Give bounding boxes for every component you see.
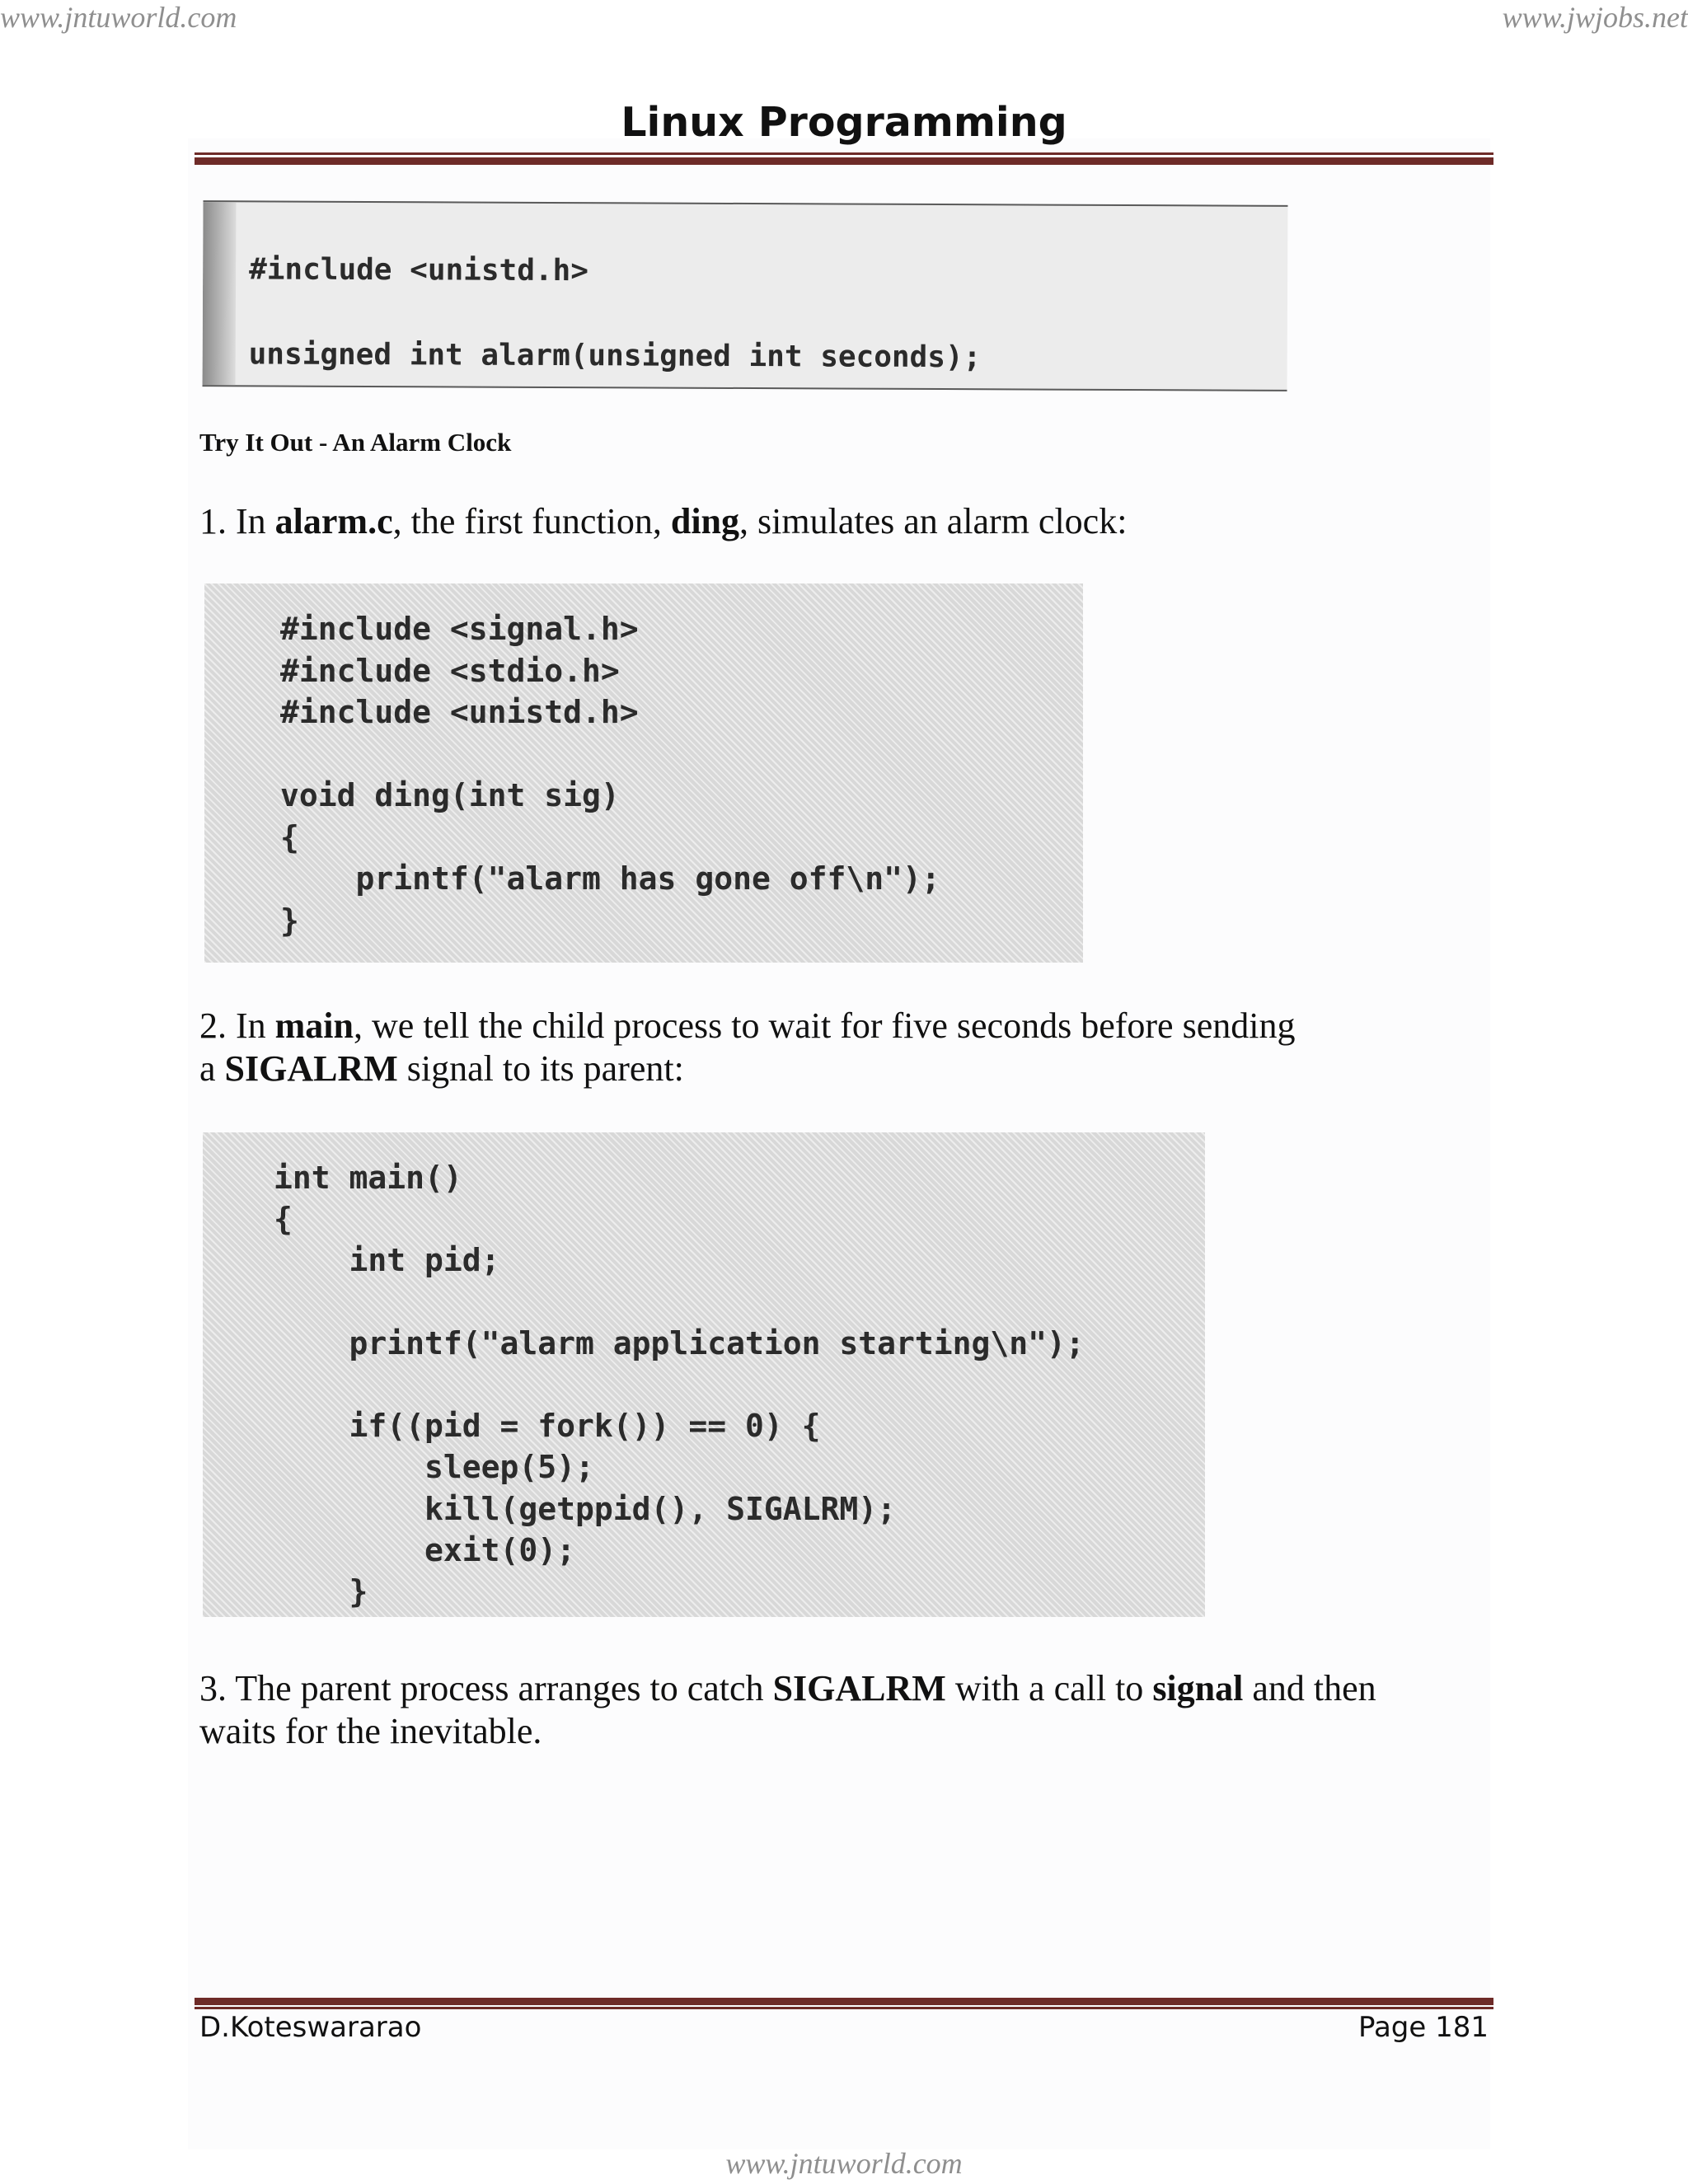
code-line xyxy=(274,1364,1205,1405)
step-3-text2: with a call to xyxy=(945,1668,1153,1708)
step-3-func: signal xyxy=(1152,1668,1244,1708)
code-block-ding xyxy=(204,583,1083,963)
code-line: #include <unistd.h> xyxy=(280,694,639,730)
code-line: printf("alarm application starting\n"); xyxy=(274,1324,1085,1361)
step-1-file: alarm.c xyxy=(274,501,393,541)
step-2-text1: , we tell the child process to wait for five seconds before sending xyxy=(354,1005,1296,1046)
step-2-text2b: signal to its parent: xyxy=(397,1048,684,1089)
code-line: kill(getppid(), SIGALRM); xyxy=(274,1490,896,1527)
header-rule-thick xyxy=(195,157,1493,165)
code-line: #include <signal.h> xyxy=(280,611,639,647)
section-heading: Try It Out - An Alarm Clock xyxy=(199,428,512,457)
code-line: #include <stdio.h> xyxy=(280,652,620,689)
page-header-title: Linux Programming xyxy=(621,99,1067,146)
code-line: } xyxy=(274,1573,368,1610)
code-line: { xyxy=(274,1201,293,1238)
step-3-text3: and then xyxy=(1243,1668,1376,1708)
code-line: int main() xyxy=(274,1160,462,1196)
code-line xyxy=(280,733,1083,776)
code-line: printf("alarm has gone off\n"); xyxy=(280,860,940,897)
code-line: void ding(int sig) xyxy=(280,777,620,813)
code-line: exit(0); xyxy=(274,1531,576,1568)
step-1-end: , simulates an alarm clock: xyxy=(739,501,1128,541)
step-3-signal: SIGALRM xyxy=(772,1668,946,1708)
code-line xyxy=(274,1282,1205,1323)
footer-rule-thick xyxy=(195,1998,1493,2005)
step-1-func: ding xyxy=(670,501,740,541)
step-3-text xyxy=(199,1667,1376,1753)
footer-rule-thin xyxy=(195,2007,1493,2009)
step-2-text2a: a xyxy=(199,1048,225,1089)
step-1-text xyxy=(199,500,1127,543)
code-line: } xyxy=(280,902,299,939)
watermark-top-right: www.jwjobs.net xyxy=(1502,1,1688,34)
footer-author: D.Koteswararao xyxy=(199,2011,422,2044)
step-2-number: 2. In xyxy=(199,1005,275,1046)
code-block-main xyxy=(203,1132,1205,1617)
code-line: if((pid = fork()) == 0) { xyxy=(274,1408,821,1445)
code-line: int pid; xyxy=(274,1242,500,1279)
code-block-alarm-prototype xyxy=(203,200,1288,391)
code-line: sleep(5); xyxy=(274,1449,594,1486)
step-2-signal: SIGALRM xyxy=(224,1048,398,1089)
step-3-text1: 3. The parent process arranges to catch xyxy=(199,1668,773,1708)
watermark-bottom: www.jntuworld.com xyxy=(725,2147,963,2180)
footer-page-number: Page 181 xyxy=(1357,2011,1489,2044)
step-2-main: main xyxy=(274,1005,354,1046)
step-3-line2: waits for the inevitable. xyxy=(199,1711,542,1751)
code-line: #include <unistd.h> xyxy=(249,252,589,288)
watermark-top-left: www.jntuworld.com xyxy=(0,1,237,34)
step-2-text xyxy=(199,1005,1295,1090)
scan-shadow-edge xyxy=(203,202,237,385)
code-line: unsigned int alarm(unsigned int seconds); xyxy=(248,337,982,375)
step-1-mid: , the first function, xyxy=(392,501,671,541)
header-rule-thin xyxy=(195,152,1493,155)
code-line: { xyxy=(280,818,299,855)
step-1-number: 1. In xyxy=(199,501,275,541)
